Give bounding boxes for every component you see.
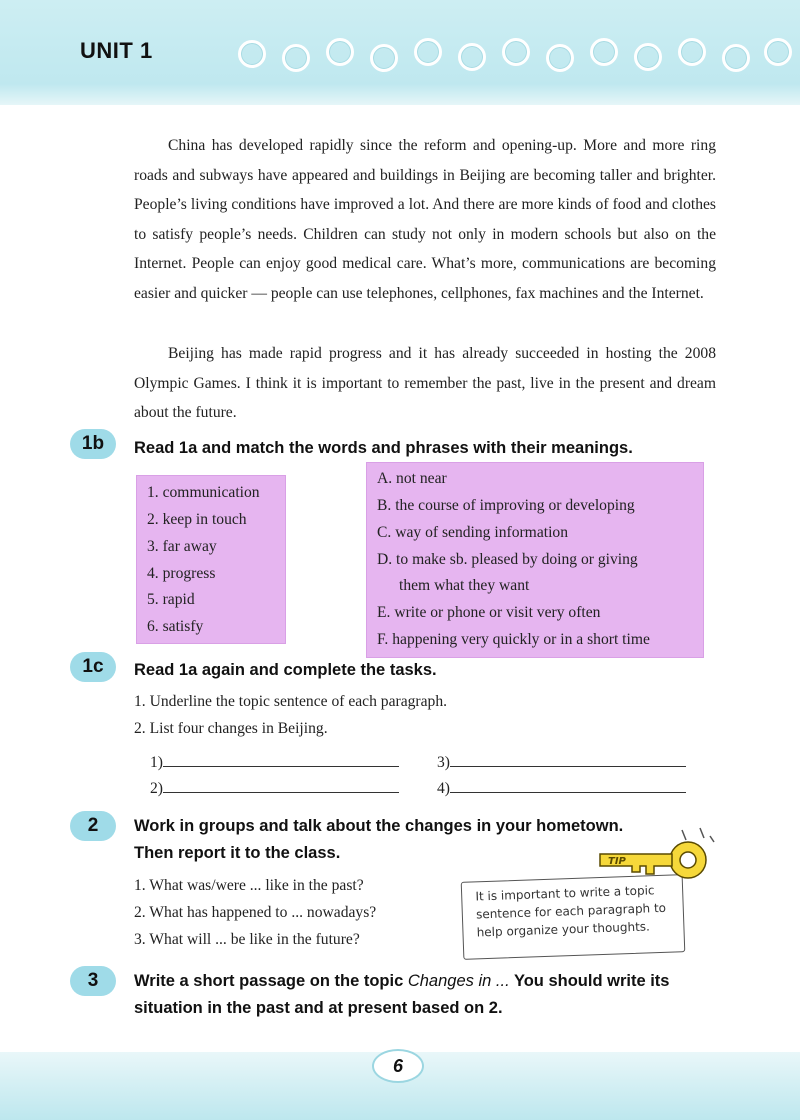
page-number: 6 <box>372 1049 424 1083</box>
word-item: 2. keep in touch <box>147 511 247 528</box>
instruction-1c: Read 1a again and complete the tasks. <box>134 661 437 679</box>
meaning-item: D. to make sb. pleased by doing or giving <box>377 551 638 568</box>
blank-label: 2) <box>150 780 163 797</box>
word-item: 5. rapid <box>147 591 195 608</box>
meaning-item: C. way of sending information <box>377 524 568 541</box>
blank-label: 1) <box>150 754 163 771</box>
instruction-3 <box>134 968 724 1022</box>
section-badge-3: 3 <box>70 966 116 996</box>
instruction-3-pre: Write a short passage on the topic <box>134 972 408 990</box>
key-icon <box>596 826 716 888</box>
answer-blank-2[interactable] <box>150 778 399 798</box>
instruction-3-post: You should write its situation in the past and at present based on 2. <box>134 972 670 1017</box>
meaning-item: A. not near <box>377 470 447 487</box>
question-item: 1. What was/were ... like in the past? <box>134 877 364 894</box>
instruction-3-topic: Changes in ... <box>407 972 510 990</box>
words-box <box>136 475 286 644</box>
page-header-band <box>0 0 800 105</box>
question-item: 3. What will ... be like in the future? <box>134 931 360 948</box>
blank-label: 4) <box>437 780 450 797</box>
instruction-2-line2: Then report it to the class. <box>134 844 341 862</box>
answer-blank-4[interactable] <box>437 778 686 798</box>
tip-text: It is important to write a topic sentence for each paragraph to help organize your thoughts. <box>475 883 667 940</box>
word-item: 6. satisfy <box>147 618 204 635</box>
task-item: 1. Underline the topic sentence of each paragraph. <box>134 693 448 710</box>
answer-blank-3[interactable] <box>437 752 686 772</box>
passage-paragraph-2: Beijing has made rapid progress and it has already succeeded in hosting the 2008 Olympic Games. I think it is important to remember the past, live in the present and dream about the future. <box>134 345 716 422</box>
decorative-rings <box>238 36 800 76</box>
meanings-box <box>366 462 704 658</box>
meaning-item: E. write or phone or visit very often <box>377 604 601 621</box>
word-item: 1. communication <box>147 484 260 501</box>
unit-title: UNIT 1 <box>80 38 153 63</box>
task-item: 2. List four changes in Beijing. <box>134 720 328 737</box>
tip-label: TIP <box>608 856 626 867</box>
section-badge-2: 2 <box>70 811 116 841</box>
section-badge-1b: 1b <box>70 429 116 459</box>
instruction-2-line1: Work in groups and talk about the changes in your hometown. <box>134 817 624 835</box>
meaning-item: F. happening very quickly or in a short time <box>377 631 650 648</box>
word-item: 4. progress <box>147 565 216 582</box>
word-item: 3. far away <box>147 538 217 555</box>
blank-label: 3) <box>437 754 450 771</box>
instruction-1b: Read 1a and match the words and phrases with their meanings. <box>134 439 633 457</box>
meaning-item-continued: them what they want <box>399 577 530 594</box>
section-badge-1c: 1c <box>70 652 116 682</box>
meaning-item: B. the course of improving or developing <box>377 497 635 514</box>
answer-blank-1[interactable] <box>150 752 399 772</box>
passage-paragraph-1: China has developed rapidly since the reform and opening-up. More and more ring roads and subways have appeared and buildings in Beijing are becoming taller and brighter. People’s living conditions have improved a lot. And there are more kinds of food and clothes to satisfy people’s needs. Children can study not only in modern schools but also on the Internet. People can enjoy good medical care. What’s more, communications are becoming easier and quicker — people can use telephones, cellphones, fax machines and the Internet. <box>134 137 716 302</box>
question-item: 2. What has happened to ... nowadays? <box>134 904 377 921</box>
